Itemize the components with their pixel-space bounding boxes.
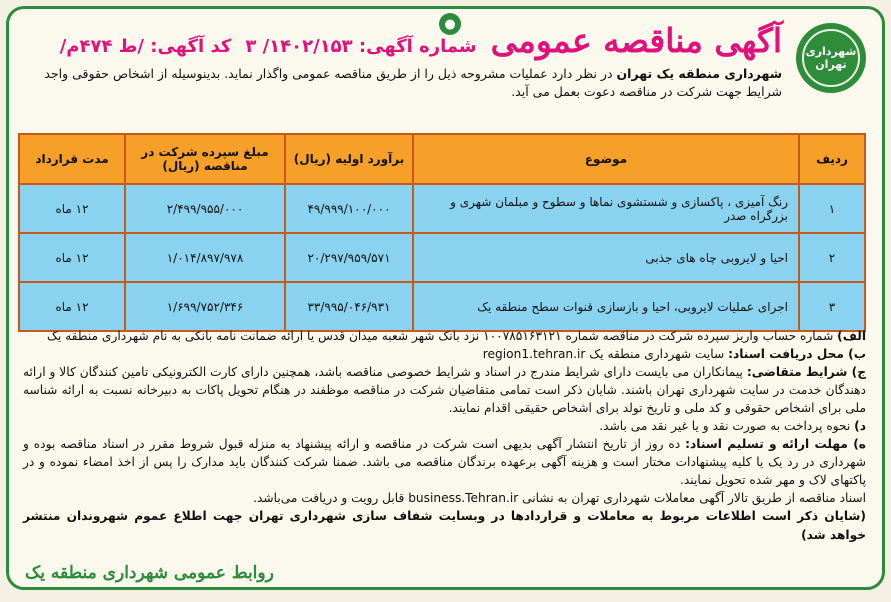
cell-subject: احیا و لایروبی چاه های جذبی xyxy=(413,233,799,282)
cell-duration: ۱۲ ماه xyxy=(19,233,125,282)
ad-code: کد آگهی: /ط ۴۷۴م/ xyxy=(59,36,232,57)
title-line xyxy=(23,21,782,60)
section-d-label: د) xyxy=(854,419,866,434)
cell-subject: اجرای عملیات لایروبی، احیا و بازسازی قنوات سطح منطقه یک xyxy=(413,282,799,331)
page-title: آگهی مناقصه عمومی xyxy=(490,21,782,60)
section-d-text: نحوه پرداخت به صورت نقد و یا غیر نقد می باشد. xyxy=(599,419,855,434)
section-c xyxy=(23,363,866,417)
cell-duration: ۱۲ ماه xyxy=(19,282,125,331)
cell-estimate: ۳۳/۹۹۵/۰۴۶/۹۳۱ xyxy=(285,282,413,331)
cell-estimate: ۲۰/۲۹۷/۹۵۹/۵۷۱ xyxy=(285,233,413,282)
footer-public-relations: روابط عمومی شهرداری منطقه یک xyxy=(25,563,274,583)
table-row xyxy=(19,184,865,233)
section-b-text: سایت شهرداری منطقه یک region1.tehran.ir xyxy=(482,347,729,362)
cell-deposit: ۲/۴۹۹/۹۵۵/۰۰۰ xyxy=(125,184,285,233)
notice-body xyxy=(23,327,866,544)
cell-deposit: ۱/۰۱۴/۸۹۷/۹۷۸ xyxy=(125,233,285,282)
cell-deposit: ۱/۶۹۹/۷۵۲/۳۴۶ xyxy=(125,282,285,331)
tender-notice xyxy=(6,6,885,590)
section-c-label: ج) شرایط متقاضی: xyxy=(746,365,866,380)
section-b xyxy=(23,345,866,363)
table-row xyxy=(19,233,865,282)
col-header-estimate: برآورد اولیه (ریال) xyxy=(285,134,413,184)
col-header-subject: موضوع xyxy=(413,134,799,184)
table-row xyxy=(19,282,865,331)
col-header-deposit: مبلغ سپرده شرکت در مناقصه (ریال) xyxy=(125,134,285,184)
section-a-text: شماره حساب واریز سپرده شرکت در مناقصه شماره ۱۰۰۷۸۵۱۶۳۱۲۱ نزد بانک شهر شعبه میدان قدس یا ارائه ضمانت نامه بانکی به نام شهرداری منطقه یک xyxy=(46,329,838,343)
logo-text: شهرداری تهران xyxy=(802,29,860,87)
cell-subject: رنگ آمیزی ، پاکسازی و شستشوی نماها و سطوح و مبلمان شهری و بزرگراه صدر xyxy=(413,184,799,233)
cell-row-number: ۲ xyxy=(799,233,865,282)
section-f: اسناد مناقصه از طریق تالار آگهی معاملات شهرداری تهران به نشانی business.Tehran.ir قابل رویت و دریافت می‌باشد. xyxy=(253,491,866,506)
cell-row-number: ۳ xyxy=(799,282,865,331)
header xyxy=(9,9,882,100)
section-b-label: ب) محل دریافت اسناد: xyxy=(728,347,866,362)
section-e-label: ه) مهلت ارائه و تسلیم اسناد: xyxy=(685,437,866,452)
intro-text: در نظر دارد عملیات مشروحه ذیل را از طریق مناقصه عمومی واگذار نماید. بدینوسیله از اشخاص حقوقی واجد شرایط جهت شرکت در مناقصه دعوت بعمل می آید. xyxy=(44,66,782,100)
intro-org: شهرداری منطقه یک تهران xyxy=(616,66,782,81)
cell-row-number: ۱ xyxy=(799,184,865,233)
section-a-label: الف) xyxy=(837,329,866,343)
cell-estimate: ۴۹/۹۹۹/۱۰۰/۰۰۰ xyxy=(285,184,413,233)
section-a xyxy=(23,327,866,345)
cell-duration: ۱۲ ماه xyxy=(19,184,125,233)
section-d xyxy=(23,417,866,435)
col-header-duration: مدت قرارداد xyxy=(19,134,125,184)
col-header-row-number: ردیف xyxy=(799,134,865,184)
tehran-municipality-logo xyxy=(796,23,866,93)
section-e-text: ده روز از تاریخ انتشار آگهی بدیهی است شرکت در مناقصه و ارائه پیشنهاد به منزله قبول شروط مقرر در اسناد مناقصه بوده و شهرداری در رد یک یا کلیه پیشنهادات مختار است و هزینه آگهی برعهده برندگان مناقصه می باشد. ضمنا شرکت کنندگان باید مدارک را پس از اخذ امضاء نموده و در پاکتهای لاک و مهر شده تحویل نمایند. xyxy=(23,437,866,488)
table-header-row xyxy=(19,134,865,184)
section-c-text: پیمانکاران می بایست دارای شرایط مندرج در اسناد و شرایط خصوصی مناقصه باشد، همچنین دارای کارت الکترونیکی تامین کنندگان کالا و ارائه دهندگان خدمت در سایت شهرداری تهران باشند. شایان ذکر است تمامی متقاضیان شرکت در مناقصه موظفند در هنگام تحویل پاکات به دبیرخانه نسبت به ارائه شناسه ملی برای اشخاص حقوقی و کد ملی و تاریخ تولد برای اشخاص حقیقی اقدام نمایند. xyxy=(23,365,866,416)
intro xyxy=(23,65,782,101)
section-e xyxy=(23,435,866,489)
section-g: (شایان ذکر است اطلاعات مربوط به معاملات و قراردادها در وبسایت شفاف سازی شهرداری تهران جهت اطلاع عموم شهروندان منتشر خواهد شد) xyxy=(23,509,866,542)
bell-icon: ● xyxy=(439,13,461,35)
announcement-number: شماره آگهی: ۱۴۰۲/۱۵۳/ ۳ xyxy=(245,36,477,57)
tender-table xyxy=(18,133,866,332)
